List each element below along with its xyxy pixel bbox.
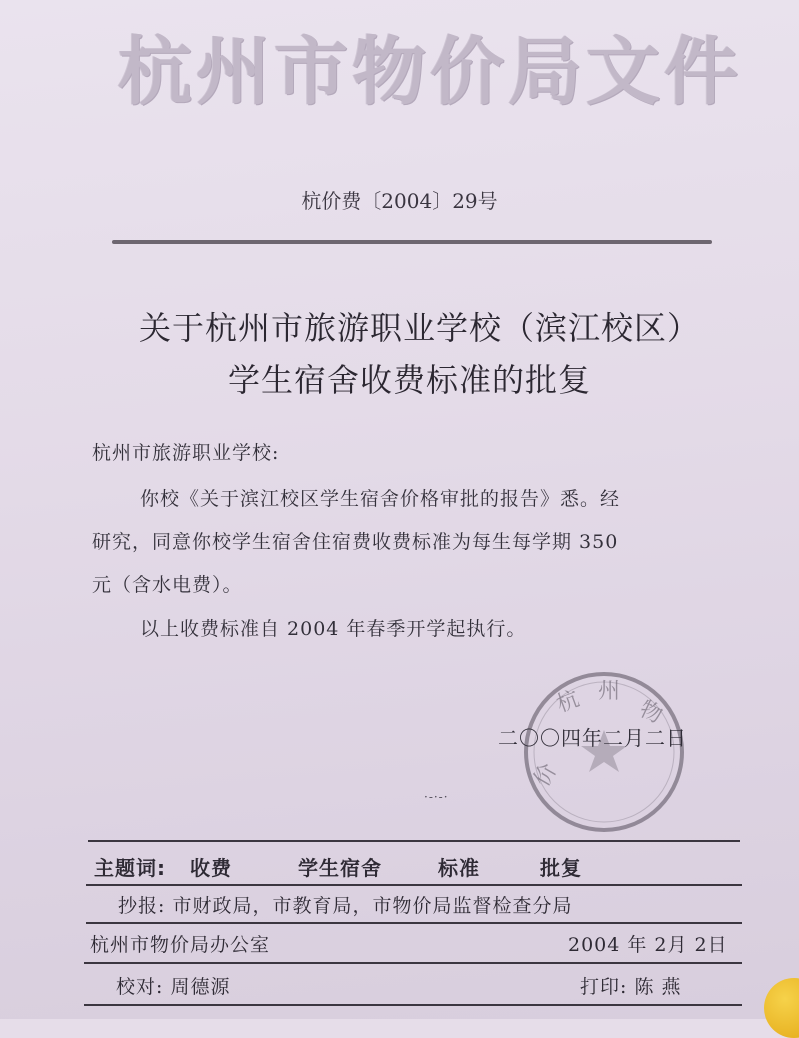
body-line: 你校《关于滨江校区学生宿舍价格审批的报告》悉。经 [140, 488, 621, 510]
seal-text-fragment: 州 [598, 679, 621, 704]
end-marker: ·-·-· [424, 790, 449, 804]
footer-rule [84, 962, 742, 964]
proofreader: 校对: 周德源 [116, 976, 231, 998]
subject-title-line-1: 关于杭州市旅游职业学校（滨江校区） [138, 309, 700, 347]
body-line: 以上收费标准自 2004 年春季开学起执行。 [140, 618, 527, 640]
subject-title-line-2: 学生宿舍收费标准的批复 [227, 361, 591, 399]
keyword: 学生宿舍 [298, 856, 382, 880]
issue-date: 二〇〇四年二月二日 [498, 726, 687, 750]
typist: 打印: 陈 燕 [580, 976, 682, 998]
issuing-date: 2004 年 2月 2日 [568, 934, 728, 956]
keyword: 标准 [438, 856, 480, 880]
keywords-label: 主题词: [94, 856, 166, 880]
recipient: 杭州市旅游职业学校: [92, 442, 280, 464]
keyword: 收费 [190, 856, 232, 880]
footer-rule [88, 840, 740, 842]
official-seal [520, 668, 688, 836]
footer-rule [86, 884, 742, 886]
issuer-header: 杭州市物价局文件 [118, 29, 742, 115]
keyword: 批复 [540, 856, 582, 880]
issuing-office: 杭州市物价局办公室 [90, 934, 271, 956]
cc-line: 抄报: 市财政局，市教育局，市物价局监督检查分局 [118, 895, 573, 917]
footer-rule [86, 922, 742, 924]
seal-text-fragment: 物 [635, 696, 666, 729]
footer-rule [84, 1004, 742, 1006]
body-line: 元（含水电费）。 [92, 574, 243, 596]
seal-text-fragment: 杭 [553, 686, 583, 718]
document-number: 杭价费〔2004〕29号 [301, 189, 498, 213]
body-line: 研究，同意你校学生宿舍住宿费收费标准为每生每学期 350 [92, 531, 619, 553]
header-divider [112, 240, 712, 244]
seal-text-fragment: 价 [529, 759, 563, 791]
